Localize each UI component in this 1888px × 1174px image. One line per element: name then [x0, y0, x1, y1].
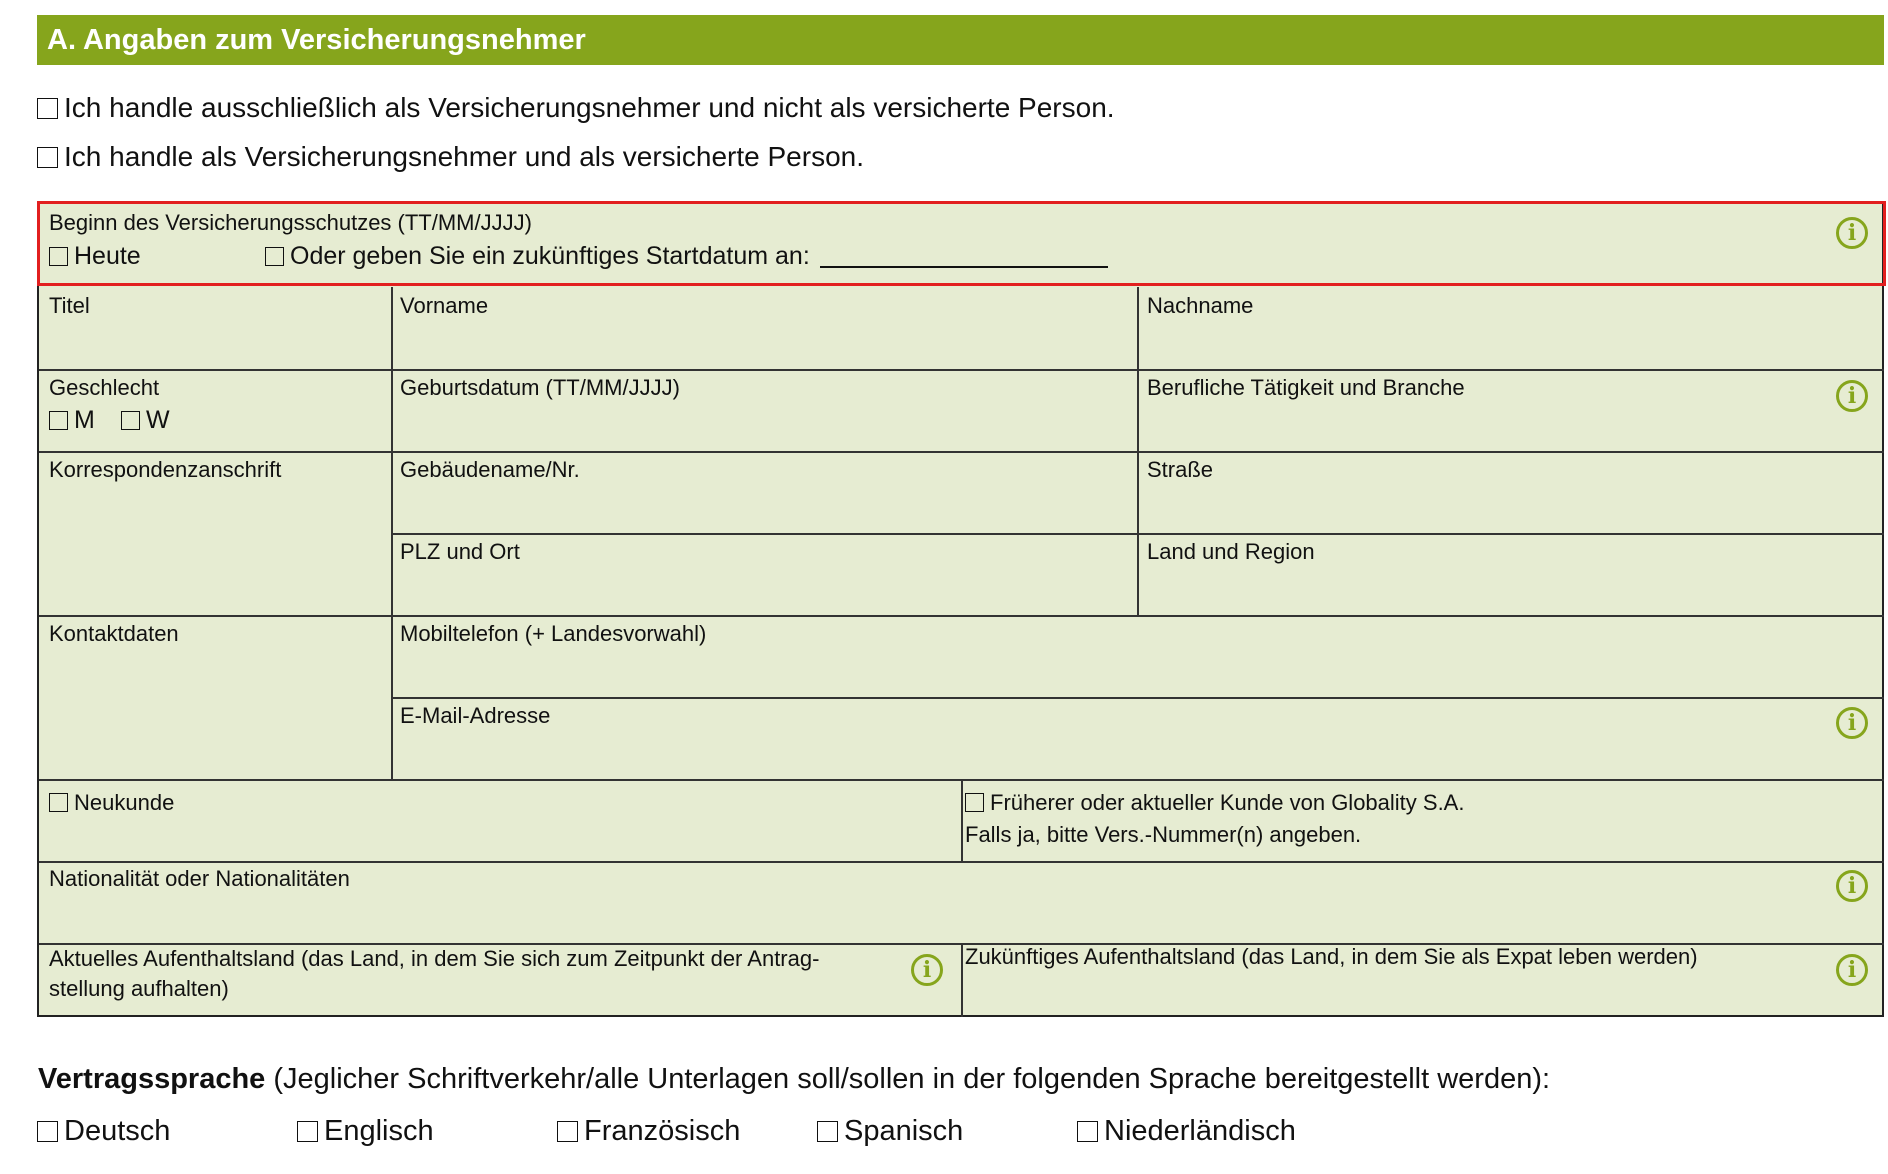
today-label: Heute	[74, 242, 141, 270]
info-icon[interactable]: i	[1836, 707, 1868, 739]
contract-language-title: Vertragssprache	[38, 1063, 266, 1095]
role-label-1: Ich handle ausschließlich als Versicherungsnehmer und nicht als versicherte Person.	[64, 92, 1115, 123]
language-checkbox[interactable]	[817, 1121, 838, 1142]
gender-w-option[interactable]	[121, 406, 170, 435]
coverage-start-label: Beginn des Versicherungsschutzes (TT/MM/JJJJ)	[49, 210, 532, 235]
gender-m-label: M	[74, 406, 95, 434]
col-divider	[961, 943, 963, 1017]
future-date-label: Oder geben Sie ein zukünftiges Startdatum an:	[290, 242, 810, 270]
gender-m-checkbox[interactable]	[49, 411, 68, 430]
role-checkbox-2[interactable]	[37, 147, 58, 168]
existing-customer-label: Früherer oder aktueller Kunde von Globality S.A.	[990, 790, 1465, 815]
language-option-englisch[interactable]	[297, 1115, 434, 1148]
gender-w-checkbox[interactable]	[121, 411, 140, 430]
today-checkbox[interactable]	[49, 247, 68, 266]
col-divider	[391, 287, 393, 781]
email-label: E-Mail-Adresse	[400, 703, 551, 728]
existing-customer-checkbox[interactable]	[965, 793, 984, 812]
language-option-niederlaendisch[interactable]	[1077, 1115, 1296, 1148]
language-checkbox[interactable]	[1077, 1121, 1098, 1142]
row-divider	[39, 861, 1884, 863]
new-customer-label: Neukunde	[74, 790, 175, 815]
language-checkbox[interactable]	[557, 1121, 578, 1142]
last-name-label: Nachname	[1147, 293, 1254, 318]
row-divider	[391, 697, 1884, 699]
gender-label: Geschlecht	[49, 375, 160, 400]
info-icon[interactable]: i	[1836, 217, 1868, 249]
section-header	[37, 15, 1884, 65]
language-label: Deutsch	[64, 1115, 171, 1147]
first-name-label: Vorname	[400, 293, 489, 318]
info-icon[interactable]: i	[1836, 870, 1868, 902]
col-divider	[1137, 287, 1139, 617]
title-field-label: Titel	[49, 293, 90, 318]
role-option-2[interactable]	[37, 141, 864, 173]
country-region-label: Land und Region	[1147, 539, 1315, 564]
mailing-address-label: Korrespondenzanschrift	[49, 457, 282, 482]
language-option-spanisch[interactable]	[817, 1115, 963, 1148]
mobile-label: Mobiltelefon (+ Landesvorwahl)	[400, 621, 707, 646]
role-option-1[interactable]	[37, 92, 1115, 124]
language-checkbox[interactable]	[297, 1121, 318, 1142]
future-date-checkbox[interactable]	[265, 247, 284, 266]
coverage-start-today[interactable]	[49, 242, 141, 271]
section-title: A. Angaben zum Versicherungsnehmer	[47, 24, 586, 56]
postcode-city-label: PLZ und Ort	[400, 539, 520, 564]
existing-customer-option[interactable]	[965, 790, 1464, 816]
row-divider	[39, 615, 1884, 617]
future-residence-label: Zukünftiges Aufenthaltsland (das Land, in dem Sie als Expat leben werden)	[965, 944, 1698, 969]
row-divider	[39, 451, 1884, 453]
info-icon[interactable]: i	[1836, 954, 1868, 986]
birth-date-label: Geburtsdatum (TT/MM/JJJJ)	[400, 375, 680, 400]
col-divider	[961, 779, 963, 861]
occupation-label: Berufliche Tätigkeit und Branche	[1147, 375, 1465, 400]
language-label: Französisch	[584, 1115, 741, 1147]
language-label: Niederländisch	[1104, 1115, 1296, 1147]
future-date-input[interactable]	[820, 242, 1108, 268]
nationality-label: Nationalität oder Nationalitäten	[49, 866, 350, 891]
current-residence-label: Aktuelles Aufenthaltsland (das Land, in dem Sie sich zum Zeitpunkt der Antrag-stellung aufhalten)	[49, 946, 820, 1001]
row-divider	[39, 369, 1884, 371]
language-label: Spanisch	[844, 1115, 964, 1147]
role-label-2: Ich handle als Versicherungsnehmer und als versicherte Person.	[64, 141, 864, 172]
coverage-start-future[interactable]	[265, 242, 1108, 271]
policyholder-form	[37, 201, 1884, 1017]
gender-w-label: W	[146, 406, 170, 434]
info-icon[interactable]: i	[1836, 380, 1868, 412]
policy-number-hint: Falls ja, bitte Vers.-Nummer(n) angeben.	[965, 822, 1362, 847]
language-checkbox[interactable]	[37, 1121, 58, 1142]
new-customer-option[interactable]	[49, 790, 174, 816]
building-label: Gebäudename/Nr.	[400, 457, 580, 482]
new-customer-checkbox[interactable]	[49, 793, 68, 812]
language-option-deutsch[interactable]	[37, 1115, 170, 1148]
contract-language-description: (Jeglicher Schriftverkehr/alle Unterlagen soll/sollen in der folgenden Sprache bereitgestellt werden):	[273, 1063, 1551, 1095]
contact-label: Kontaktdaten	[49, 621, 179, 646]
language-label: Englisch	[324, 1115, 434, 1147]
role-checkbox-1[interactable]	[37, 98, 58, 119]
language-option-franzoesisch[interactable]	[557, 1115, 740, 1148]
info-icon[interactable]: i	[911, 954, 943, 986]
contract-language-heading	[38, 1063, 1550, 1096]
gender-m-option[interactable]	[49, 406, 95, 435]
street-label: Straße	[1147, 457, 1214, 482]
